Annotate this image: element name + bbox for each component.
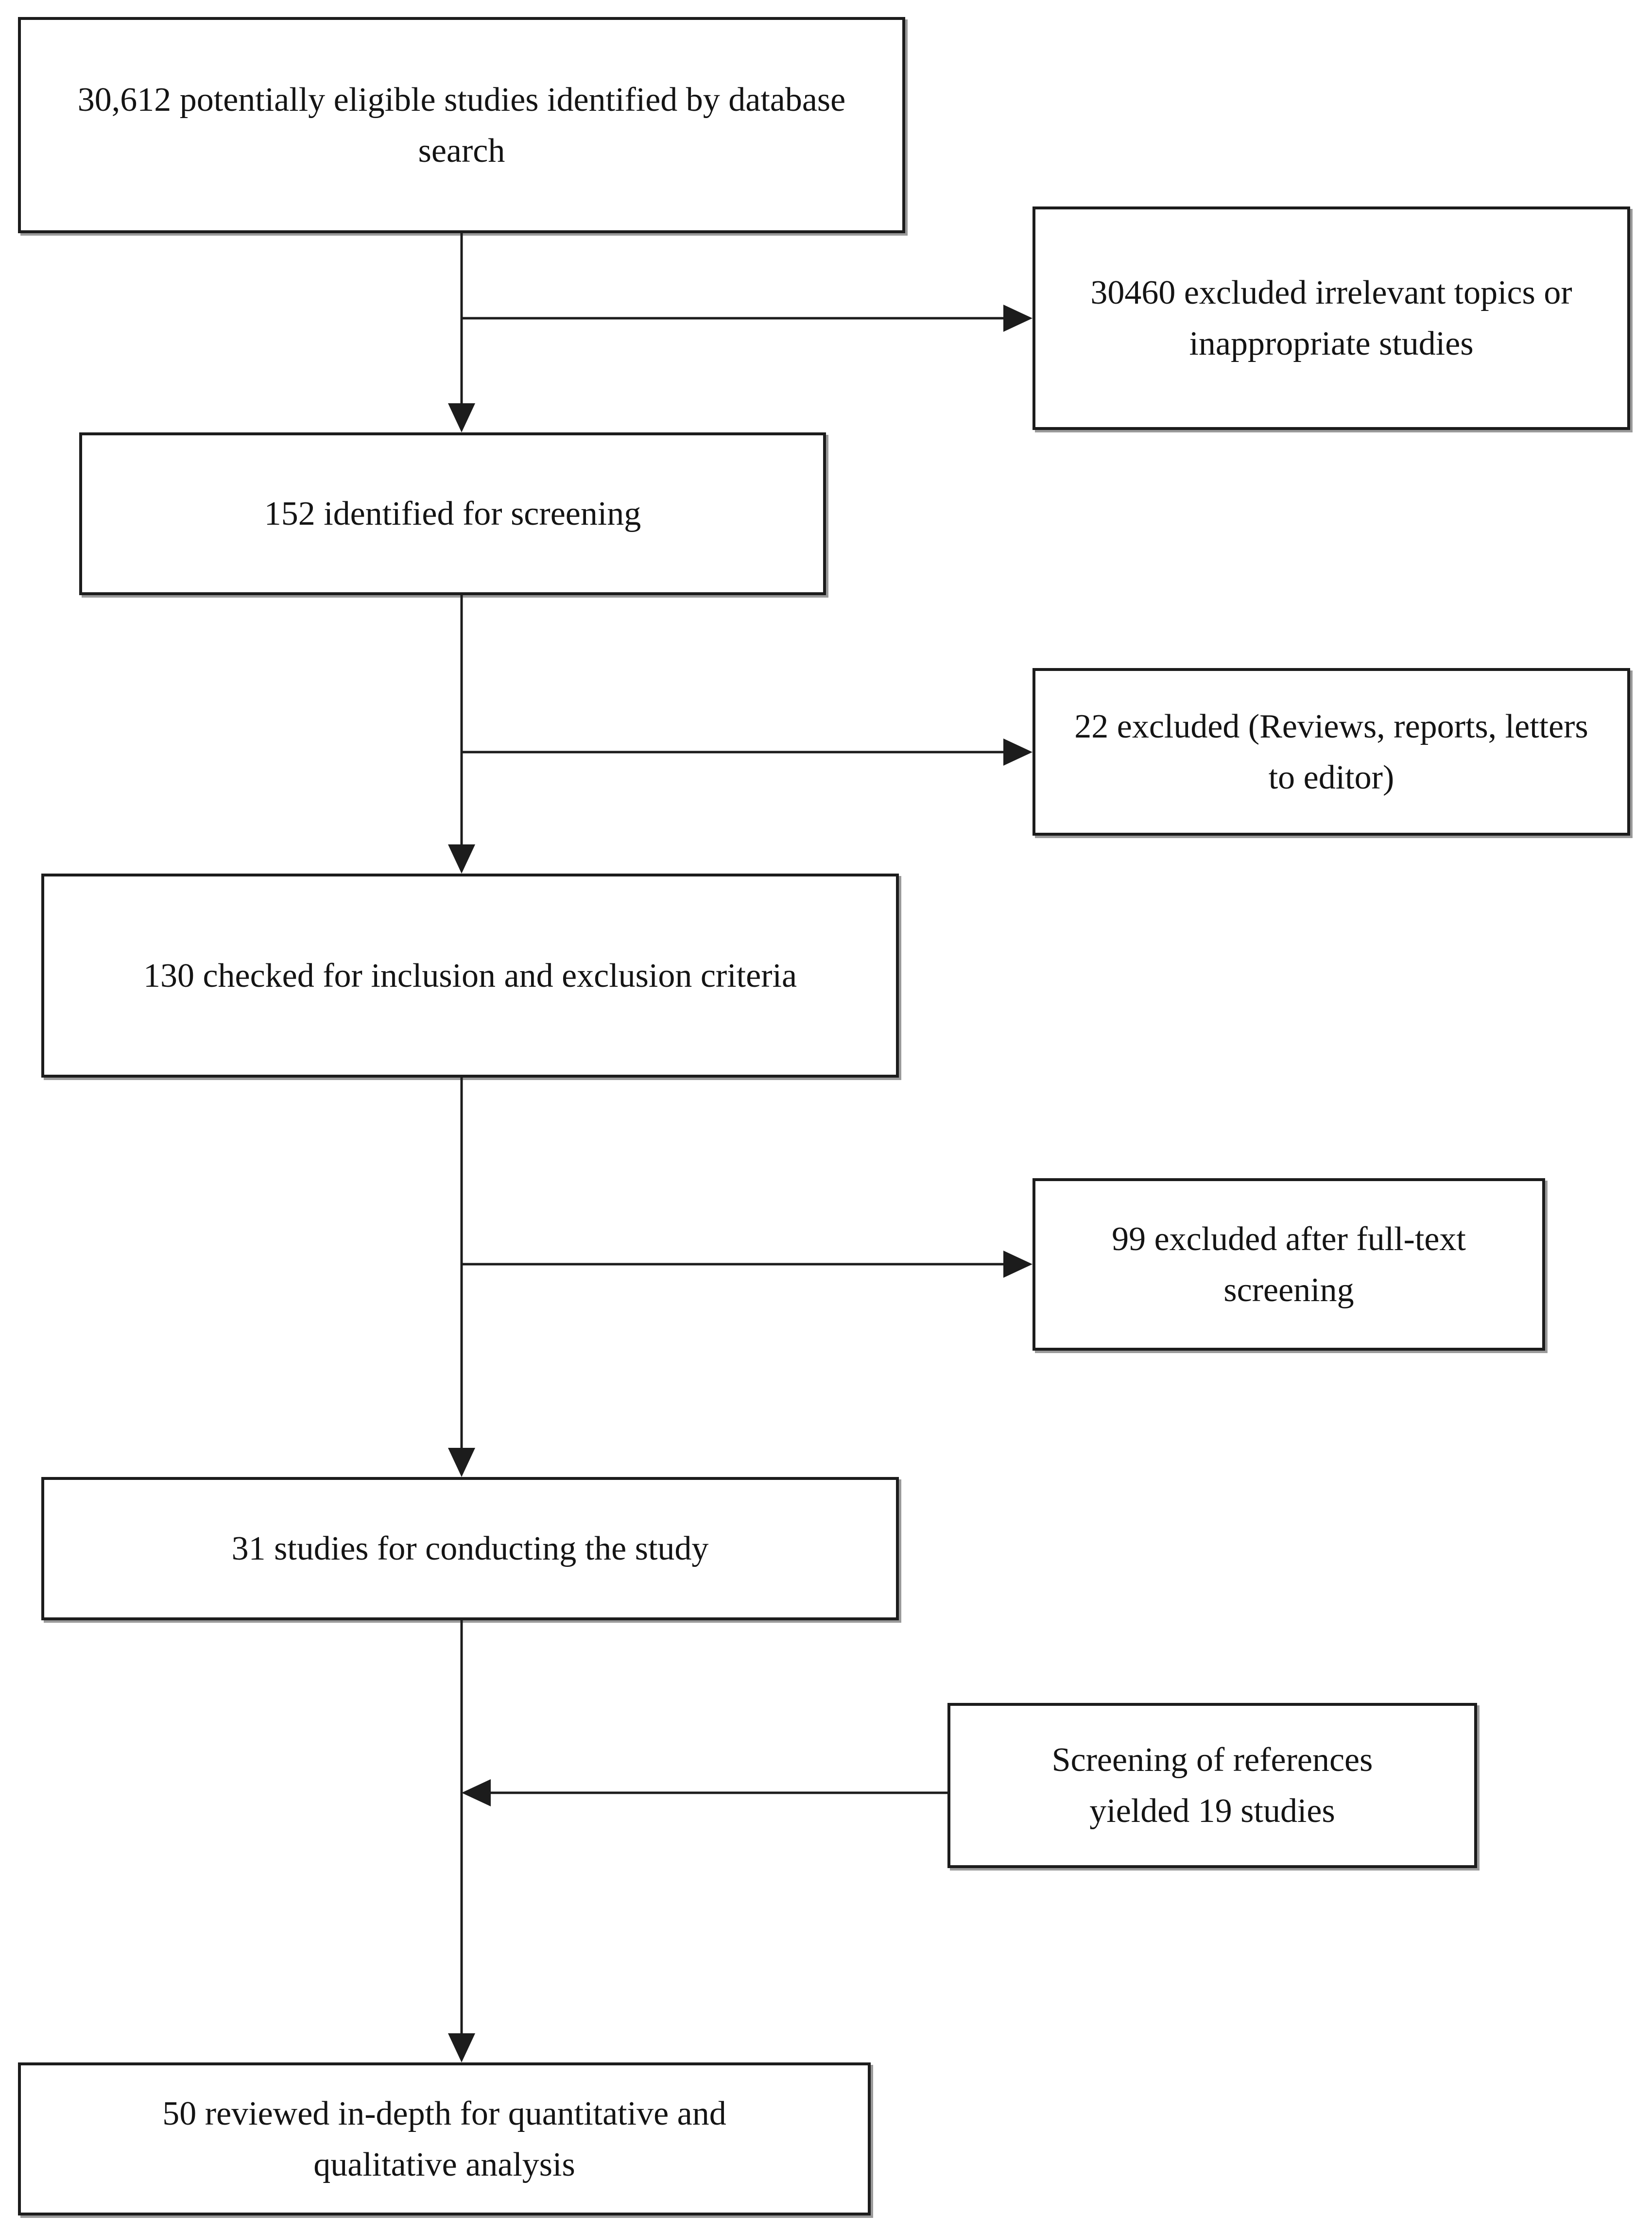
box-final-review	[18, 2062, 871, 2215]
box-identified-screening	[79, 432, 826, 595]
box-inclusion-exclusion-criteria-text: 130 checked for inclusion and exclusion criteria	[143, 957, 797, 995]
box-excluded-fulltext-text: 99 excluded after full-text screening	[1112, 1220, 1466, 1309]
arrowhead-left-reference-screening	[462, 1779, 491, 1806]
arrowhead-down-screening	[448, 403, 475, 432]
arrowhead-down-criteria	[448, 844, 475, 874]
box-identified-screening-text: 152 identified for screening	[264, 495, 641, 532]
box-excluded-irrelevant-text: 30460 excluded irrelevant topics or inappropriate studies	[1090, 274, 1572, 362]
box-excluded-irrelevant	[1032, 206, 1630, 430]
box-excluded-reviews	[1032, 668, 1630, 836]
box-database-search	[18, 17, 905, 233]
box-inclusion-exclusion-criteria	[41, 874, 899, 1078]
arrowhead-right-excluded-irrelevant	[1003, 305, 1032, 332]
arrowhead-right-excluded-fulltext	[1003, 1251, 1032, 1278]
box-excluded-reviews-text: 22 excluded (Reviews, reports, letters to editor)	[1074, 707, 1588, 796]
box-database-search-text: 30,612 potentially eligible studies identified by database search	[77, 81, 846, 170]
box-reference-screening-text: Screening of references yielded 19 studies	[1051, 1741, 1373, 1830]
box-conducting-study-text: 31 studies for conducting the study	[231, 1530, 709, 1567]
arrowhead-down-final	[448, 2033, 475, 2062]
box-conducting-study	[41, 1477, 899, 1620]
box-reference-screening	[947, 1703, 1477, 1868]
box-final-review-text: 50 reviewed in-depth for quantitative and qualitative analysis	[162, 2095, 726, 2183]
arrowhead-right-excluded-reviews	[1003, 738, 1032, 766]
box-excluded-fulltext	[1032, 1178, 1545, 1351]
arrowhead-down-conducting	[448, 1448, 475, 1477]
